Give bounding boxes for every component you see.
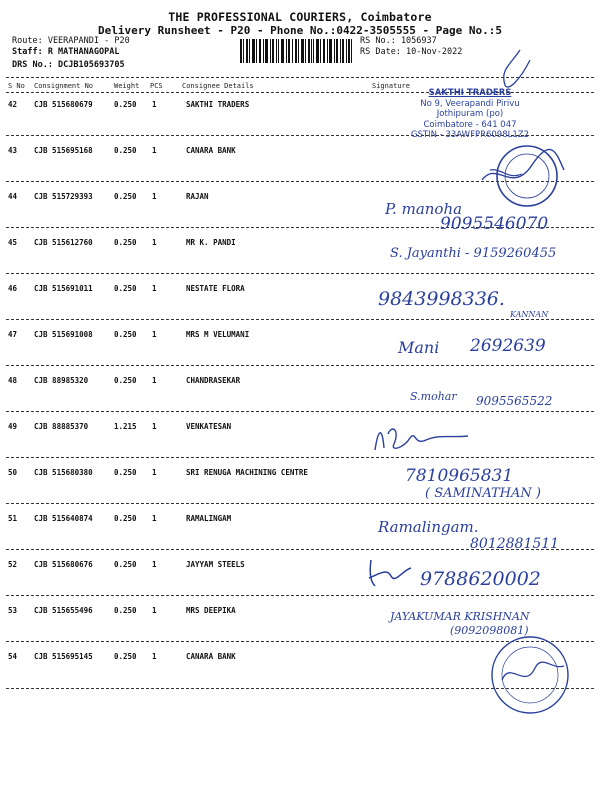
col-consignment-header: Consignment No	[34, 82, 94, 90]
row-pcs: 1	[152, 192, 157, 201]
signature-52-phone: 9788620002	[420, 568, 541, 590]
route-label: Route: VEERAPANDI - P20	[12, 36, 130, 46]
signature-50-phone: 7810965831	[405, 466, 514, 486]
col-pcs-header: PCS	[150, 82, 163, 90]
row-sno: 46	[8, 284, 18, 293]
row-consignment: CJB 515680676	[34, 560, 93, 569]
row-consignment: CJB 515640874	[34, 514, 93, 523]
row-consignment: CJB 515729393	[34, 192, 93, 201]
row-pcs: 1	[152, 468, 157, 477]
row-consignment: CJB 515680380	[34, 468, 93, 477]
row-consignee: CANARA BANK	[186, 146, 236, 155]
row-sno: 45	[8, 238, 18, 247]
row-divider	[6, 457, 594, 458]
row-pcs: 1	[152, 100, 157, 109]
runsheet-subtitle: Delivery Runsheet - P20 - Phone No.:0422-3505555 - Page No.:5	[98, 24, 502, 37]
col-signature-header: Signature	[372, 82, 410, 90]
drs-number: DRS No.: DCJB105693705	[12, 60, 125, 70]
row-consignment: CJB 515691008	[34, 330, 93, 339]
row-sno: 52	[8, 560, 18, 569]
row-sno: 51	[8, 514, 18, 523]
row-consignment: CJB 515680679	[34, 100, 93, 109]
row-sno: 44	[8, 192, 18, 201]
row-consignee: CANARA BANK	[186, 652, 236, 661]
row-sno: 43	[8, 146, 18, 155]
row-divider	[6, 411, 594, 412]
row-weight: 0.250	[114, 652, 137, 661]
row-consignment: CJB 515695145	[34, 652, 93, 661]
row-weight: 0.250	[114, 146, 137, 155]
row-weight: 0.250	[114, 192, 137, 201]
signature-52-icon	[365, 556, 425, 590]
signature-47-phone: 2692639	[470, 336, 546, 356]
signature-44-phone: 9095546070	[440, 214, 549, 234]
signature-53-phone: (9092098081)	[450, 624, 529, 637]
signature-53-name: JAYAKUMAR KRISHNAN	[390, 610, 530, 623]
signature-51-phone: 8012881511	[470, 536, 560, 552]
row-pcs: 1	[152, 560, 157, 569]
row-divider	[6, 319, 594, 320]
row-consignment: CJB 88985320	[34, 376, 89, 385]
stamp-address-1: No 9, Veerapandi Pirivu	[420, 98, 520, 109]
signature-50-name: ( SAMINATHAN )	[425, 486, 541, 501]
row-sno: 48	[8, 376, 18, 385]
rs-date: RS Date: 10-Nov-2022	[360, 47, 463, 57]
row-weight: 0.250	[114, 606, 137, 615]
row-sno: 50	[8, 468, 18, 477]
col-weight-header: Weight	[114, 82, 140, 90]
row-pcs: 1	[152, 376, 157, 385]
signature-48-name: S.mohar	[410, 390, 457, 403]
round-seal-icon	[472, 140, 572, 210]
row-weight: 0.250	[114, 284, 137, 293]
row-pcs: 1	[152, 422, 157, 431]
row-consignee: JAYYAM STEELS	[186, 560, 245, 569]
staff-label: Staff: R MATHANAGOPAL	[12, 47, 120, 57]
row-consignee: SAKTHI TRADERS	[186, 100, 250, 109]
row-pcs: 1	[152, 652, 157, 661]
row-weight: 0.250	[114, 468, 137, 477]
row-pcs: 1	[152, 514, 157, 523]
col-consignee-header: Consignee Details	[182, 82, 254, 90]
signature-44-name: P. manoha	[385, 200, 463, 218]
signature-48-phone: 9095565522	[476, 394, 553, 408]
row-sno: 49	[8, 422, 18, 431]
col-sno-header: S No	[8, 82, 25, 90]
row-consignee: MRS DEEPIKA	[186, 606, 236, 615]
row-consignee: MR K. PANDI	[186, 238, 236, 247]
signature-47-name: Mani	[398, 338, 440, 357]
row-weight: 0.250	[114, 238, 137, 247]
row-sno: 53	[8, 606, 18, 615]
row-pcs: 1	[152, 606, 157, 615]
row-divider	[6, 595, 594, 596]
stamp-gstin: GSTIN - 33AWFPR6098L1Z2	[410, 130, 529, 140]
row-consignment: CJB 515691011	[34, 284, 93, 293]
row-sno: 42	[8, 100, 18, 109]
row-divider	[6, 365, 594, 366]
row-weight: 0.250	[114, 514, 137, 523]
row-consignment: CJB 88885370	[34, 422, 89, 431]
row-divider	[6, 503, 594, 504]
page-title: THE PROFESSIONAL COURIERS, Coimbatore	[168, 10, 432, 24]
row-consignee: VENKATESAN	[186, 422, 232, 431]
signature-49-icon	[370, 420, 480, 458]
row-weight: 0.250	[114, 560, 137, 569]
row-consignee: SRI RENUGA MACHINING CENTRE	[186, 468, 308, 477]
row-consignee: CHANDRASEKAR	[186, 376, 241, 385]
row-divider	[6, 273, 594, 274]
round-seal-icon	[480, 630, 580, 720]
stamp-address-2: Jothipuram (po)	[436, 109, 504, 119]
row-consignee: RAMALINGAM	[186, 514, 232, 523]
row-weight: 0.250	[114, 100, 137, 109]
stamp-name: SAKTHI TRADERS	[428, 88, 512, 98]
row-sno: 54	[8, 652, 18, 661]
row-weight: 1.215	[114, 422, 137, 431]
row-consignment: CJB 515695168	[34, 146, 93, 155]
row-consignee: RAJAN	[186, 192, 209, 201]
row-consignment: CJB 515612760	[34, 238, 93, 247]
barcode	[240, 39, 352, 63]
row-pcs: 1	[152, 330, 157, 339]
rs-number: RS No.: 1056937	[360, 36, 437, 46]
row-weight: 0.250	[114, 376, 137, 385]
signature-51-name: Ramalingam.	[378, 518, 479, 536]
row-consignee: MRS M VELUMANI	[186, 330, 250, 339]
row-pcs: 1	[152, 284, 157, 293]
signature-46-name: KANNAN	[510, 310, 549, 319]
row-weight: 0.250	[114, 330, 137, 339]
stamp-address-3: Coimbatore - 641 047	[423, 119, 517, 130]
row-consignee: NESTATE FLORA	[186, 284, 245, 293]
signature-scribble-icon	[480, 40, 540, 100]
signature-46-phone: 9843998336.	[378, 288, 505, 310]
row-pcs: 1	[152, 146, 157, 155]
row-sno: 47	[8, 330, 18, 339]
row-consignment: CJB 515655496	[34, 606, 93, 615]
row-pcs: 1	[152, 238, 157, 247]
signature-45: S. Jayanthi - 9159260455	[390, 246, 557, 261]
